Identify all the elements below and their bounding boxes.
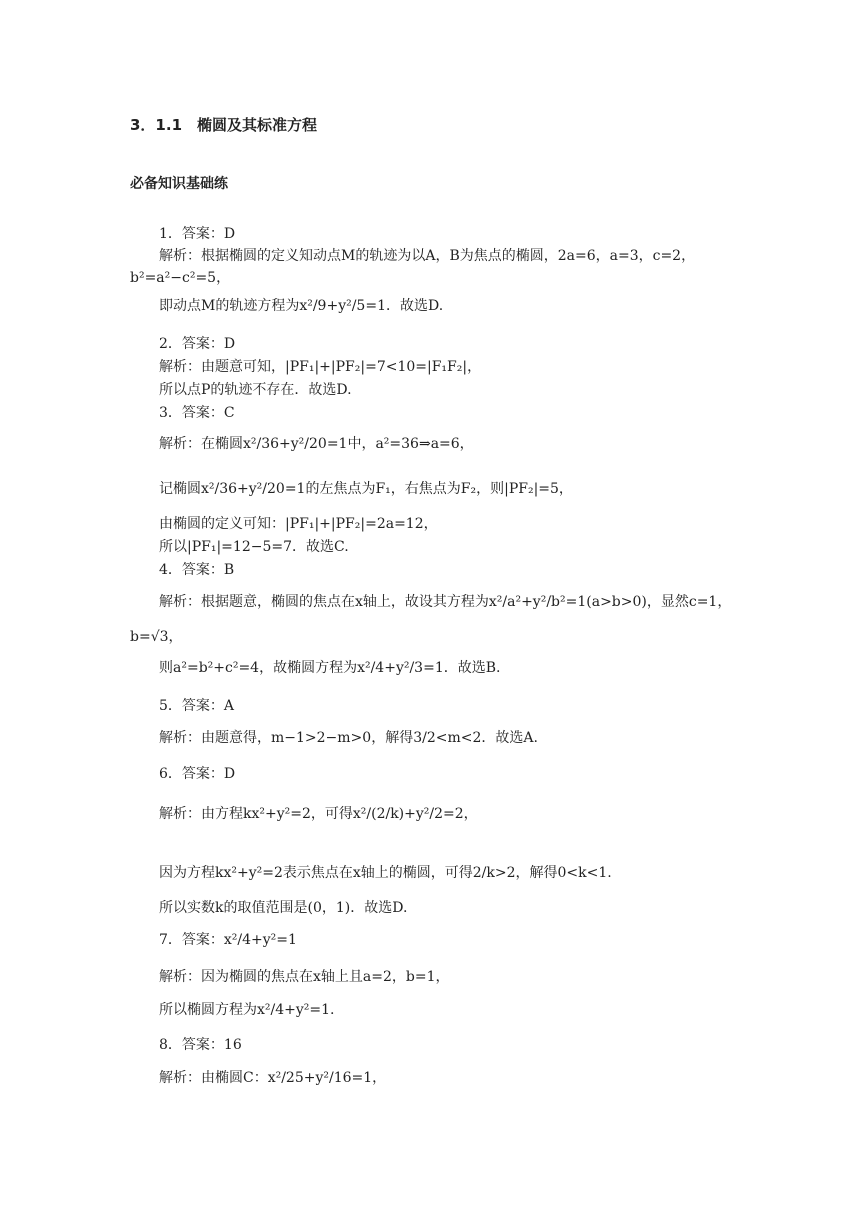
explanation-4-line-2-text: b=√3， — [130, 629, 183, 645]
explanation-3-line-2-text: 记椭圆x²/36+y²/20=1的左焦点为F₁，右焦点为F₂，则|PF₂|=5， — [159, 481, 573, 497]
answer-1-text: 1．答案：D — [159, 226, 236, 242]
section-heading-text: 必备知识基础练 — [130, 176, 228, 192]
explanation-3-line-4-text: 所以|PF₁|=12−5=7．故选C. — [159, 539, 349, 555]
explanation-3-line-2 — [159, 479, 573, 499]
answer-7 — [159, 930, 297, 950]
explanation-5-line-1 — [159, 728, 538, 748]
explanation-3-line-3 — [159, 514, 438, 534]
answer-4-text: 4．答案：B — [159, 562, 235, 578]
answer-8 — [159, 1035, 242, 1055]
explanation-2-line-1-text: 解析：由题意可知，|PF₁|+|PF₂|=7<10=|F₁F₂|， — [159, 359, 482, 375]
explanation-1-line-1 — [159, 246, 695, 266]
explanation-1-line-1-text: 解析：根据椭圆的定义知动点M的轨迹为以A，B为焦点的椭圆，2a=6，a=3，c=2， — [159, 248, 696, 264]
explanation-4-line-1-text: 解析：根据题意，椭圆的焦点在x轴上，故设其方程为x²/a²+y²/b²=1(a>b>0)，显然c=1， — [159, 594, 732, 610]
page-title-text: 3．1.1 椭圆及其标准方程 — [130, 116, 318, 134]
explanation-5-line-1-text: 解析：由题意得，m−1>2−m>0，解得3/2<m<2．故选A. — [159, 730, 538, 746]
explanation-6-line-2-text: 因为方程kx²+y²=2表示焦点在x轴上的椭圆，可得2/k>2，解得0<k<1. — [159, 865, 612, 881]
explanation-2-line-1 — [159, 357, 481, 377]
explanation-1-line-3-text: 即动点M的轨迹方程为x²/9+y²/5=1．故选D. — [159, 298, 444, 314]
explanation-4-line-3-text: 则a²=b²+c²=4，故椭圆方程为x²/4+y²/3=1．故选B. — [159, 660, 501, 676]
explanation-2-line-2 — [159, 380, 352, 400]
explanation-3-line-4 — [159, 537, 349, 557]
answer-6 — [159, 764, 235, 784]
explanation-1-line-2 — [130, 268, 230, 288]
explanation-4-line-2 — [130, 627, 183, 647]
explanation-6-line-1 — [159, 804, 478, 824]
answer-8-text: 8．答案：16 — [159, 1037, 242, 1053]
explanation-3-line-3-text: 由椭圆的定义可知：|PF₁|+|PF₂|=2a=12， — [159, 516, 438, 532]
page-title — [130, 115, 317, 135]
explanation-7-line-1 — [159, 967, 449, 987]
answer-5-text: 5．答案：A — [159, 698, 235, 714]
explanation-1-line-3 — [159, 296, 443, 316]
explanation-6-line-3 — [159, 898, 407, 918]
explanation-1-line-2-text: b²=a²−c²=5， — [130, 270, 231, 286]
answer-2-text: 2．答案：D — [159, 336, 236, 352]
explanation-7-line-1-text: 解析：因为椭圆的焦点在x轴上且a=2，b=1， — [159, 969, 450, 985]
answer-4 — [159, 560, 234, 580]
answer-2 — [159, 334, 235, 354]
explanation-2-line-2-text: 所以点P的轨迹不存在．故选D. — [159, 382, 352, 398]
answer-1 — [159, 224, 235, 244]
explanation-6-line-3-text: 所以实数k的取值范围是(0，1)．故选D. — [159, 900, 408, 916]
explanation-8-line-1 — [159, 1068, 386, 1088]
answer-7-text: 7．答案：x²/4+y²=1 — [159, 932, 297, 948]
answer-3-text: 3．答案：C — [159, 405, 235, 421]
explanation-8-line-1-text: 解析：由椭圆C：x²/25+y²/16=1， — [159, 1070, 387, 1086]
explanation-7-line-2-text: 所以椭圆方程为x²/4+y²=1. — [159, 1002, 335, 1018]
explanation-7-line-2 — [159, 1000, 334, 1020]
explanation-4-line-3 — [159, 658, 500, 678]
explanation-6-line-2 — [159, 863, 612, 883]
explanation-4-line-1 — [159, 592, 731, 612]
explanation-6-line-1-text: 解析：由方程kx²+y²=2，可得x²/(2/k)+y²/2=2， — [159, 806, 478, 822]
answer-5 — [159, 696, 234, 716]
answer-6-text: 6．答案：D — [159, 766, 236, 782]
answer-3 — [159, 403, 235, 423]
explanation-3-line-1-text: 解析：在椭圆x²/36+y²/20=1中，a²=36⇒a=6， — [159, 436, 474, 452]
explanation-3-line-1 — [159, 434, 474, 454]
section-heading — [130, 174, 228, 194]
